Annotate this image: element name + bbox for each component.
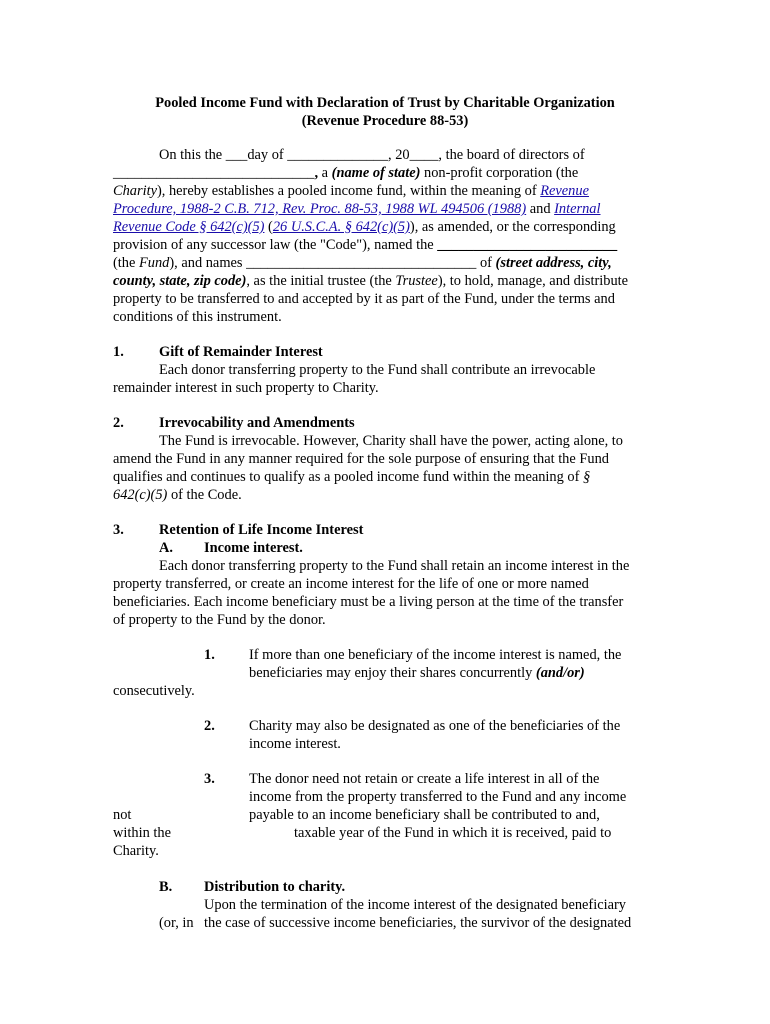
section-text: Each donor transferring property to the Fund shall retain an income interest in the xyxy=(159,558,630,574)
intro-line: property to be transferred to and accepted by it as part of the Fund, under the terms and xyxy=(113,291,615,307)
section-text: 642(c)(5) of the Code. xyxy=(113,487,242,503)
section-heading: Retention of Life Income Interest xyxy=(159,522,364,538)
list-item-text: beneficiaries may enjoy their shares concurrently (and/or) xyxy=(249,665,585,681)
state-placeholder: (name of state) xyxy=(331,165,421,181)
section-text: remainder interest in such property to Charity. xyxy=(113,380,379,396)
list-item-number: 2. xyxy=(204,718,215,734)
document-title: Pooled Income Fund with Declaration of Trust by Charitable Organization xyxy=(155,95,615,111)
list-item-text: taxable year of the Fund in which it is received, paid to xyxy=(294,825,612,841)
section-heading: Gift of Remainder Interest xyxy=(159,344,323,360)
revenue-procedure-link[interactable]: Procedure, 1988-2 C.B. 712, Rev. Proc. 88-53, 1988 WL 494506 (1988) xyxy=(113,201,527,217)
section-text: amend the Fund in any manner required for the sole purpose of ensuring that the Fund xyxy=(113,451,609,467)
blank-field: ____________________________ xyxy=(113,165,315,181)
revenue-procedure-link[interactable]: Revenue xyxy=(540,183,589,199)
list-item-text: If more than one beneficiary of the income interest is named, the xyxy=(249,647,622,663)
section-number: 2. xyxy=(113,415,124,431)
subsection-heading: Distribution to charity. xyxy=(204,879,346,895)
list-item-text: within the xyxy=(113,825,171,841)
list-item-text: income from the property transferred to the Fund and any income xyxy=(249,789,627,805)
list-item-text: income interest. xyxy=(249,736,341,752)
usca-link[interactable]: 26 U.S.C.A. § 642(c)(5) xyxy=(272,219,410,235)
intro-line: On this the ___day of ______________, 20____, the board of directors of xyxy=(159,147,585,163)
list-item-number: 3. xyxy=(204,771,215,787)
list-item-number: 1. xyxy=(204,647,215,663)
section-text: the case of successive income beneficiaries, the survivor of the designated xyxy=(204,915,632,931)
charity-term: Charity xyxy=(113,183,157,199)
intro-line: conditions of this instrument. xyxy=(113,309,282,325)
list-item-text: not xyxy=(113,807,132,823)
intro-line: county, state, zip code), as the initial trustee (the Trustee), to hold, manage, and distribute xyxy=(113,273,629,289)
subsection-heading: Income interest. xyxy=(204,540,303,556)
subsection-letter: B. xyxy=(159,879,173,895)
internal-revenue-code-link[interactable]: Internal xyxy=(554,201,601,217)
andor-option: (and/or) xyxy=(535,665,585,681)
section-text: The Fund is irrevocable. However, Charity shall have the power, acting alone, to xyxy=(159,433,623,449)
fund-name-blank: _________________________ xyxy=(437,237,618,253)
intro-line: provision of any successor law (the "Code"), named the _________________________ xyxy=(113,237,618,253)
intro-line: Procedure, 1988-2 C.B. 712, Rev. Proc. 88-53, 1988 WL 494506 (1988) and Internal xyxy=(113,201,601,217)
address-placeholder: (street address, city, xyxy=(495,255,612,271)
section-heading: Irrevocability and Amendments xyxy=(159,415,355,431)
section-text: Upon the termination of the income interest of the designated beneficiary xyxy=(204,897,626,913)
list-item-text: Charity. xyxy=(113,843,159,859)
list-item-text: Charity may also be designated as one of the beneficiaries of the xyxy=(249,718,621,734)
section-text: of property to the Fund by the donor. xyxy=(113,612,326,628)
section-text: beneficiaries. Each income beneficiary must be a living person at the time of the transfer xyxy=(113,594,624,610)
section-text: property transferred, or create an income interest for the life of one or more named xyxy=(113,576,589,592)
intro-line: (the Fund), and names ________________________________ of (street address, city, xyxy=(113,255,612,271)
section-text: (or, in xyxy=(159,915,194,931)
list-item-text: consecutively. xyxy=(113,683,195,699)
list-item-text: payable to an income beneficiary shall be contributed to and, xyxy=(249,807,600,823)
section-number: 1. xyxy=(113,344,124,360)
intro-line: Revenue Code § 642(c)(5) (26 U.S.C.A. § 642(c)(5)), as amended, or the corresponding xyxy=(113,219,616,235)
intro-line: ____________________________, a (name of state) non-profit corporation (the xyxy=(113,165,579,181)
section-text: qualifies and continues to qualify as a pooled income fund within the meaning of § xyxy=(113,469,591,485)
section-text: Each donor transferring property to the Fund shall contribute an irrevocable xyxy=(159,362,596,378)
document-subtitle: (Revenue Procedure 88-53) xyxy=(301,113,469,129)
subsection-letter: A. xyxy=(159,540,173,556)
list-item-text: The donor need not retain or create a life interest in all of the xyxy=(249,771,600,787)
internal-revenue-code-link[interactable]: Revenue Code § 642(c)(5) xyxy=(113,219,265,235)
intro-line: Charity), hereby establishes a pooled income fund, within the meaning of Revenue xyxy=(113,183,589,199)
section-number: 3. xyxy=(113,522,124,538)
